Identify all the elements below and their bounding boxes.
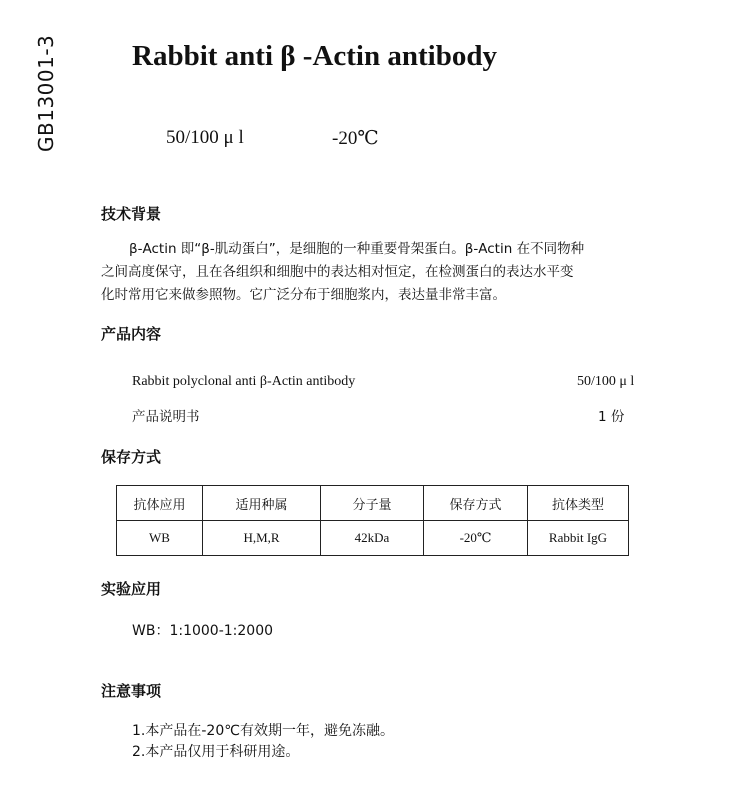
contents-item-qty: 50/100 μ l [577, 374, 635, 389]
table-header-cell: 分子量 [321, 486, 424, 521]
spec-volume: 50/100 μ l [166, 127, 244, 148]
background-line: β-Actin 即“β-肌动蛋白”，是细胞的一种重要骨架蛋白。β-Actin 在不同物种 [129, 241, 585, 257]
background-line: 之间高度保守，且在各组织和细胞中的表达相对恒定，在检测蛋白的表达水平变 [101, 264, 574, 280]
note-item: 1.本产品在-20℃有效期一年，避免冻融。 [132, 723, 394, 739]
table-cell: Rabbit IgG [528, 521, 629, 556]
contents-item-name: Rabbit polyclonal anti β-Actin antibody [132, 374, 356, 389]
note-item: 2.本产品仅用于科研用途。 [132, 744, 300, 760]
table-header-cell: 抗体类型 [528, 486, 629, 521]
table-cell: -20℃ [424, 521, 528, 556]
table-row [117, 521, 629, 556]
contents-heading: 产品内容 [101, 325, 162, 343]
spec-storage-temp: -20℃ [332, 128, 379, 149]
storage-table [116, 485, 629, 556]
contents-item-qty: 1 份 [598, 409, 625, 425]
table-header-cell: 适用种属 [203, 486, 321, 521]
product-title: Rabbit anti β -Actin antibody [132, 40, 497, 72]
storage-heading: 保存方式 [101, 448, 162, 466]
background-paragraph [101, 238, 661, 307]
contents-item-name: 产品说明书 [132, 409, 200, 425]
table-cell: WB [117, 521, 203, 556]
table-header-cell: 保存方式 [424, 486, 528, 521]
table-header-row [117, 486, 629, 521]
table-cell: 42kDa [321, 521, 424, 556]
table-header-cell: 抗体应用 [117, 486, 203, 521]
table-cell: H,M,R [203, 521, 321, 556]
background-line: 化时常用它来做参照物。它广泛分布于细胞浆内，表达量非常丰富。 [101, 287, 506, 303]
notes-heading: 注意事项 [101, 682, 162, 700]
background-heading: 技术背景 [101, 205, 162, 223]
application-text: WB：1:1000-1:2000 [132, 623, 274, 639]
catalog-number: GB13001-3 [34, 34, 58, 152]
application-heading: 实验应用 [101, 580, 162, 598]
